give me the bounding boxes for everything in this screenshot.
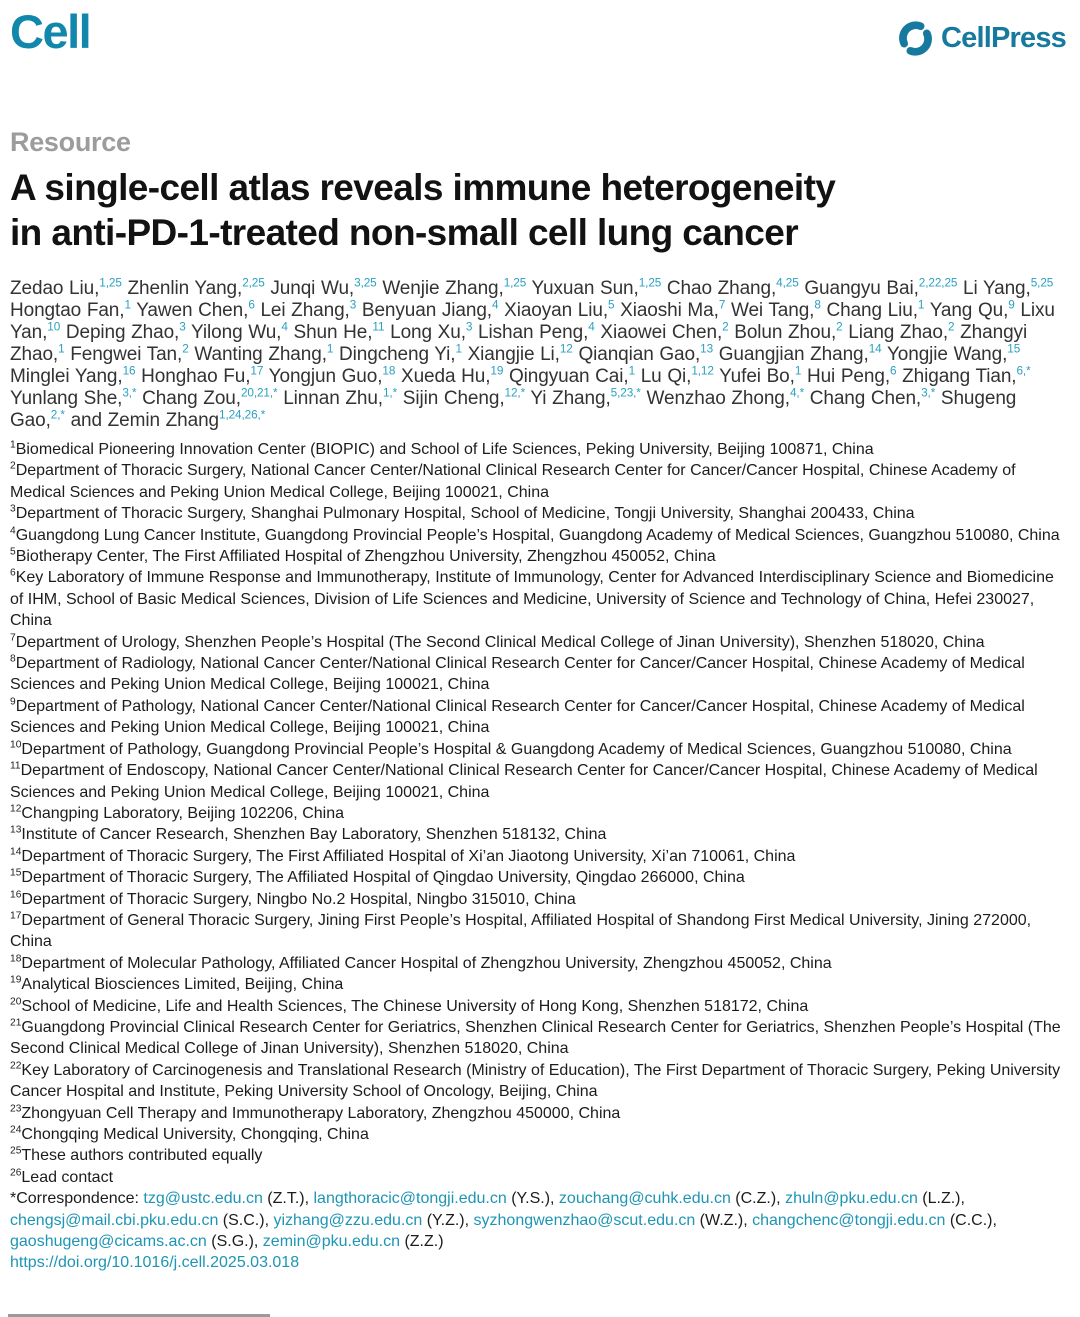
correspondence-email-link[interactable]: changchenc@tongji.edu.cn: [752, 1211, 946, 1229]
author: Dingcheng Yi,$^1$: [339, 342, 462, 365]
author-affiliation-sup: 1,25: [638, 276, 662, 290]
correspondence-email-link[interactable]: tzg@ustc.edu.cn: [143, 1190, 263, 1208]
author-affiliation-sup: 1: [794, 364, 802, 378]
author-affiliation-sup: 1,25: [503, 276, 527, 290]
affiliation-number: 18: [10, 953, 22, 965]
affiliation-number: 19: [10, 974, 22, 986]
author: Fengwei Tan,$^2$: [70, 342, 189, 365]
correspondence-email-link[interactable]: langthoracic@tongji.edu.cn: [313, 1190, 507, 1208]
affiliation-item: $^3$Department of Thoracic Surgery, Shanghai Pulmonary Hospital, School of Medicine, Tongji University, Shanghai 200433, China: [10, 503, 915, 523]
author: Deping Zhao,$^3$: [65, 320, 186, 343]
cellpress-swirl-icon: [897, 20, 934, 57]
author: Zhigang Tian,$^{6,*}$: [902, 364, 1031, 387]
author-affiliation-sup: 12,*: [504, 386, 526, 400]
author-affiliation-sup: 3,25: [354, 276, 377, 290]
affiliation-item: $^{24}$Chongqing Medical University, Chongqing, China: [10, 1124, 369, 1143]
affiliation-item: $^{25}$These authors contributed equally: [10, 1146, 263, 1165]
affiliation-number: 3: [10, 503, 16, 515]
correspondence-email-link[interactable]: gaoshugeng@cicams.ac.cn: [10, 1233, 207, 1251]
affiliation-number: 13: [10, 824, 22, 836]
author-affiliation-sup: 2: [948, 320, 955, 334]
author: Chang Liu,$^1$: [826, 298, 925, 321]
author: Wenjie Zhang,$^{1,25}$: [382, 276, 527, 299]
author-affiliation-sup: 15: [1007, 342, 1021, 356]
affiliation-item: $^{16}$Department of Thoracic Surgery, Ningbo No.2 Hospital, Ningbo 315010, China: [10, 889, 576, 908]
author: Bolun Zhou,$^2$: [734, 320, 843, 343]
author: Xiangjie Li,$^{12}$: [467, 342, 573, 365]
affiliation-item: $^8$Department of Radiology, National Cancer Center/National Clinical Research Center for Cancer/Cancer Hospital, Chinese Academy of Medical Sciences and Peking Union Medical College, Beijing 100021, China: [10, 653, 1025, 694]
author: Guangjian Zhang,$^{14}$: [718, 342, 882, 365]
author: Yawen Chen,$^6$: [136, 298, 255, 321]
doi-line: [10, 1252, 1071, 1273]
correspondence-email-link[interactable]: syzhongwenzhao@scut.edu.cn: [473, 1211, 696, 1229]
affiliation-item: $^{22}$Key Laboratory of Carcinogenesis and Translational Research (Ministry of Education), The First Department of Thoracic Surgery, Peking University Cancer Hospital and Institute, Peking University School of Oncology, Beijing, China: [10, 1060, 1061, 1101]
cell-journal-logo: Cell: [10, 5, 91, 58]
author: Wei Tang,$^8$: [730, 298, 821, 321]
author: Benyuan Jiang,$^4$: [361, 298, 499, 321]
affiliation-number: 10: [10, 739, 22, 751]
affiliation-item: $^5$Biotherapy Center, The First Affiliated Hospital of Zhengzhou University, Zhengzhou 450052, China: [10, 546, 716, 566]
affiliation-item: $^{12}$Changping Laboratory, Beijing 102206, China: [10, 803, 344, 822]
author-list: [10, 278, 1071, 432]
author-affiliation-sup: 3: [179, 320, 186, 334]
author-affiliation-sup: 1,25: [99, 276, 122, 290]
author-affiliation-sup: 6,*: [1016, 364, 1031, 378]
correspondence-email-link[interactable]: yizhang@zzu.edu.cn: [273, 1211, 423, 1229]
affiliation-item: $^1$Biomedical Pioneering Innovation Center (BIOPIC) and School of Life Sciences, Peking University, Beijing 100871, China: [10, 439, 874, 458]
author-affiliation-sup: 1: [124, 298, 131, 312]
affiliation-number: 16: [10, 889, 22, 901]
author-affiliation-sup: 17: [250, 364, 264, 378]
author-affiliation-sup: 4: [491, 298, 499, 312]
author: Guangyu Bai,$^{2,22,25}$: [804, 276, 958, 299]
author-affiliation-sup: 5,23,*: [610, 386, 641, 400]
correspondence-email-link[interactable]: chengsj@mail.cbi.pku.edu.cn: [10, 1211, 219, 1229]
author-affiliation-sup: 19: [490, 364, 504, 378]
cellpress-logo: [897, 20, 1066, 57]
affiliation-number: 4: [10, 525, 16, 537]
affiliation-item: $^{18}$Department of Molecular Pathology, Affiliated Cancer Hospital of Zhengzhou University, Zhengzhou 450052, China: [10, 953, 832, 972]
affiliation-number: 24: [10, 1124, 22, 1136]
author-affiliation-sup: 2,22,25: [918, 276, 958, 290]
affiliation-item: $^{11}$Department of Endoscopy, National Cancer Center/National Clinical Research Center for Cancer/Cancer Hospital, Chinese Academy of Medical Sciences and Peking Union Medical College, Beijing 100021, China: [10, 760, 1038, 801]
author: Yilong Wu,$^4$: [191, 320, 288, 343]
author-affiliation-sup: 1,*: [382, 386, 398, 400]
author: Chao Zhang,$^{4,25}$: [666, 276, 799, 299]
author: Chang Zou,$^{20,21,*}$: [142, 386, 278, 409]
affiliation-number: 20: [10, 996, 22, 1008]
affiliation-number: 23: [10, 1103, 22, 1115]
author: Qianqian Gao,$^{13}$: [578, 342, 714, 365]
correspondence-email-link[interactable]: zemin@pku.edu.cn: [262, 1233, 400, 1251]
affiliation-number: 8: [10, 653, 16, 665]
author: Zhenlin Yang,$^{2,25}$: [127, 276, 265, 299]
affiliation-number: 1: [10, 439, 16, 451]
author-affiliation-sup: 3: [349, 298, 357, 312]
author: Li Yang,$^{5,25}$: [963, 276, 1054, 299]
affiliation-number: 14: [10, 846, 22, 858]
author-affiliation-sup: 2: [182, 342, 189, 356]
author-affiliation-sup: 4: [588, 320, 595, 334]
author-affiliation-sup: 11: [372, 320, 385, 334]
author-affiliation-sup: 2,*: [50, 408, 65, 422]
affiliation-item: $^7$Department of Urology, Shenzhen People’s Hospital (The Second Clinical Medical College of Jinan University), Shenzhen 518020, China: [10, 632, 985, 651]
author-affiliation-sup: 6: [890, 364, 897, 378]
author-affiliation-sup: 6: [248, 298, 255, 312]
author-affiliation-sup: 3,*: [921, 386, 936, 400]
affiliation-item: $^{10}$Department of Pathology, Guangdong Provincial People’s Hospital & Guangdong Academy of Medical Sciences, Guangzhou 510080, China: [10, 739, 1012, 758]
affiliation-item: $^{19}$Analytical Biosciences Limited, Beijing, China: [10, 974, 344, 994]
author: Zhangyi Zhao,$^1$: [10, 322, 1028, 365]
correspondence-email-link[interactable]: zouchang@cuhk.edu.cn: [558, 1190, 731, 1208]
author: Yongjie Wang,$^{15}$: [886, 342, 1021, 365]
author-affiliation-sup: 7: [718, 298, 726, 312]
author-affiliation-sup: 1: [628, 364, 636, 378]
author-affiliation-sup: 2: [836, 320, 843, 334]
author-affiliation-sup: 3,*: [122, 386, 137, 400]
affiliation-number: 22: [10, 1060, 22, 1072]
author-affiliation-sup: 4,25: [776, 276, 799, 290]
author-affiliation-sup: 14: [868, 342, 882, 356]
author: and Zemin Zhang$^{1,24,26,*}$: [70, 408, 266, 431]
affiliation-item: $^{17}$Department of General Thoracic Surgery, Jining First People’s Hospital, Affiliated Hospital of Shandong First Medical University, Jining 272000, China: [10, 910, 1032, 951]
author-affiliation-sup: 4: [281, 320, 288, 334]
affiliation-number: 9: [10, 696, 16, 708]
author: Liang Zhao,$^2$: [848, 320, 955, 343]
author: Xiaoyan Liu,$^5$: [504, 298, 615, 321]
author-affiliation-sup: 2,25: [242, 276, 265, 290]
author-affiliation-sup: 8: [814, 298, 821, 312]
author-affiliation-sup: 5: [608, 298, 615, 312]
author: Lu Qi,$^{1,12}$: [640, 364, 714, 387]
affiliation-item: $^{21}$Guangdong Provincial Clinical Research Center for Geriatrics, Shenzhen Clinical Research Center for Geriatrics, Shenzhen People’s Hospital (The Second Clinical Medical College of Jinan University), Shenzhen 518020, China: [10, 1017, 1061, 1058]
author-affiliation-sup: 12: [559, 342, 573, 356]
affiliation-number: 21: [10, 1017, 22, 1029]
author: Xueda Hu,$^{19}$: [401, 364, 504, 387]
author-affiliation-sup: 18: [382, 364, 396, 378]
author: Minglei Yang,$^{16}$: [10, 364, 136, 387]
paper-title-line1: A single-cell atlas reveals immune heterogeneity: [10, 167, 836, 208]
author: Xiaowei Chen,$^2$: [600, 320, 729, 343]
affiliation-number: 25: [10, 1146, 22, 1158]
affiliation-item: $^2$Department of Thoracic Surgery, National Cancer Center/National Clinical Research Center for Cancer/Cancer Hospital, Chinese Academy of Medical Sciences and Peking Union Medical College, Beijing 100021, China: [10, 461, 1016, 501]
author-affiliation-sup: 1,24,26,*: [219, 408, 266, 422]
author: Xiaoshi Ma,$^7$: [620, 298, 726, 321]
article-header: [10, 127, 1071, 1274]
author-affiliation-sup: 1: [917, 298, 925, 312]
author-affiliation-sup: 1: [326, 342, 334, 356]
affiliation-item: $^{23}$Zhongyuan Cell Therapy and Immunotherapy Laboratory, Zhengzhou 450000, China: [10, 1103, 621, 1122]
cellpress-logo-text: CellPress: [941, 22, 1066, 54]
doi-link[interactable]: https://doi.org/10.1016/j.cell.2025.03.018: [10, 1254, 300, 1272]
affiliation-number: 5: [10, 546, 16, 558]
affiliation-item: $^4$Guangdong Lung Cancer Institute, Guangdong Provincial People’s Hospital, Guangdong Academy of Medical Sciences, Guangzhou 510080, China: [10, 525, 1060, 544]
author: Long Xu,$^3$: [390, 320, 473, 343]
author: Linnan Zhu,$^{1,*}$: [283, 386, 398, 409]
author: Honghao Fu,$^{17}$: [141, 364, 264, 387]
author: Wenzhao Zhong,$^{4,*}$: [646, 386, 805, 409]
author: Sijin Cheng,$^{12,*}$: [402, 386, 526, 409]
author-affiliation-sup: 5,25: [1030, 276, 1054, 290]
author-affiliation-sup: 3: [465, 320, 473, 334]
author-affiliation-sup: 9: [1008, 298, 1015, 312]
affiliation-number: 2: [10, 461, 16, 473]
affiliation-item: $^{26}$Lead contact: [10, 1167, 114, 1186]
affiliation-item: $^{13}$Institute of Cancer Research, Shenzhen Bay Laboratory, Shenzhen 518132, China: [10, 824, 607, 844]
paper-title: [10, 165, 1071, 255]
author-affiliation-sup: 20,21,*: [240, 386, 278, 400]
affiliation-number: 6: [10, 568, 16, 580]
correspondence-email-link[interactable]: zhuln@pku.edu.cn: [785, 1190, 918, 1208]
author: Qingyuan Cai,$^1$: [508, 364, 636, 387]
author: Shun He,$^{11}$: [293, 320, 385, 343]
affiliation-list: [10, 439, 1071, 1188]
author: Yunlang She,$^{3,*}$: [10, 386, 137, 409]
affiliation-item: $^{20}$School of Medicine, Life and Health Sciences, The Chinese University of Hong Kong, Shenzhen 518172, China: [10, 996, 809, 1015]
author: Yongjun Guo,$^{18}$: [268, 364, 396, 387]
correspondence-line: *Correspondence: tzg@ustc.edu.cn (Z.T.), langthoracic@tongji.edu.cn (Y.S.), zouchang@cuhk.edu.cn (C.Z.), zhuln@pku.edu.cn (L.Z.), chengsj@mail.cbi.pku.edu.cn (S.C.), yizhang@zzu.edu.cn (Y.Z.), syzhongwenzhao@scut.edu.cn (W.Z.), changchenc@tongji.edu.cn (C.C.), gaoshugeng@cicams.ac.cn (S.G.), zemin@pku.edu.cn (Z.Z.): [10, 1190, 997, 1251]
author-affiliation-sup: 1,12: [691, 364, 714, 378]
author: Hongtao Fan,$^1$: [10, 298, 131, 321]
affiliation-item: $^{14}$Department of Thoracic Surgery, The First Affiliated Hospital of Xi’an Jiaotong University, Xi’an 710061, China: [10, 846, 796, 865]
author: Junqi Wu,$^{3,25}$: [270, 276, 377, 299]
affiliation-number: 12: [10, 803, 22, 815]
author-affiliation-sup: 13: [700, 342, 714, 356]
author-affiliation-sup: 1: [58, 342, 65, 356]
author: Wanting Zhang,$^1$: [194, 342, 334, 365]
author-affiliation-sup: 4,*: [789, 386, 805, 400]
affiliation-number: 26: [10, 1167, 22, 1179]
author: Shugeng Gao,$^{2,*}$: [10, 388, 1017, 431]
author: Yuxuan Sun,$^{1,25}$: [531, 276, 662, 299]
affiliation-number: 17: [10, 910, 22, 922]
author-affiliation-sup: 10: [47, 320, 61, 334]
affiliation-item: $^{15}$Department of Thoracic Surgery, The Affiliated Hospital of Qingdao University, Qingdao 266000, China: [10, 867, 745, 887]
affiliation-item: $^9$Department of Pathology, National Cancer Center/National Clinical Research Center for Cancer/Cancer Hospital, Chinese Academy of Medical Sciences and Peking Union Medical College, Beijing 100021, China: [10, 696, 1025, 737]
author: Yang Qu,$^9$: [929, 298, 1015, 321]
author-affiliation-sup: 1: [455, 342, 462, 356]
author: Zedao Liu,$^{1,25}$: [10, 276, 122, 299]
author: Lishan Peng,$^4$: [478, 320, 595, 343]
author: Chang Chen,$^{3,*}$: [809, 386, 936, 409]
author: Lixu Yan,$^{10}$: [10, 300, 1055, 343]
affiliation-item: $^6$Key Laboratory of Immune Response and Immunotherapy, Institute of Immunology, Center for Advanced Interdisciplinary Science and Biomedicine of IHM, School of Basic Medical Sciences, Division of Life Sciences and Medicine, University of Science and Technology of China, Hefei 230027, China: [10, 568, 1054, 630]
author: Yufei Bo,$^1$: [719, 364, 802, 387]
affiliation-number: 7: [10, 632, 16, 644]
author: Yi Zhang,$^{5,23,*}$: [530, 386, 641, 409]
affiliation-number: 11: [10, 760, 21, 772]
affiliation-number: 15: [10, 867, 22, 879]
author-affiliation-sup: 2: [722, 320, 729, 334]
author-affiliation-sup: 16: [122, 364, 136, 378]
section-label: Resource: [10, 127, 131, 157]
author: Lei Zhang,$^3$: [260, 298, 357, 321]
paper-title-line2: in anti-PD-1-treated non-small cell lung cancer: [10, 212, 799, 253]
author: Hui Peng,$^6$: [806, 364, 897, 387]
